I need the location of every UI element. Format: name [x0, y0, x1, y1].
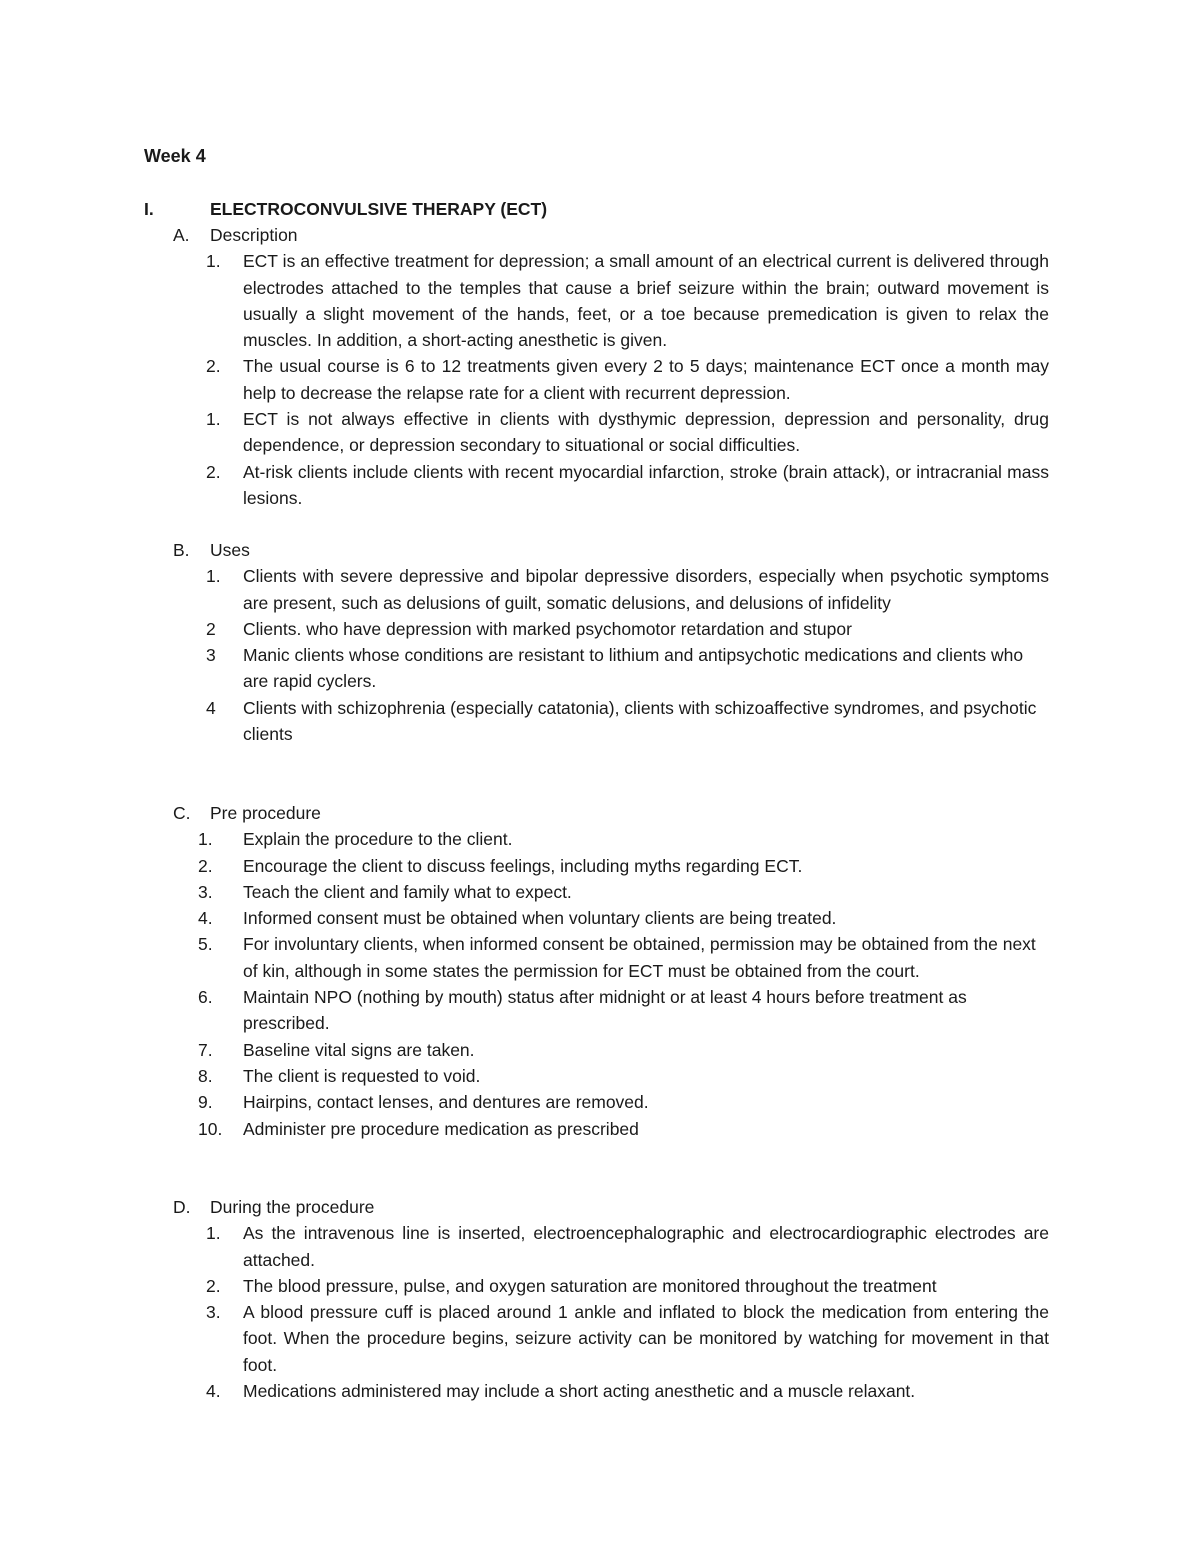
item-text: Clients. who have depression with marked psychomotor retardation and stupor	[243, 618, 852, 639]
subsection-heading	[173, 222, 1073, 248]
subsection-description	[173, 222, 1073, 511]
item-text: The usual course is 6 to 12 treatments given every 2 to 5 days; maintenance ECT once a month may help to decrease the relapse rate for a client with recurrent depression.	[243, 356, 1049, 403]
list-item	[173, 1063, 1049, 1089]
week-label: Week 4	[144, 146, 206, 166]
pre-procedure-list	[173, 826, 1073, 1142]
list-item	[173, 353, 1049, 406]
list-item	[173, 1037, 1049, 1063]
list-item	[173, 406, 1049, 459]
item-number: 2.	[206, 356, 221, 377]
subsection-letter: D.	[173, 1197, 191, 1217]
uses-list	[173, 563, 1073, 747]
item-text: Explain the procedure to the client.	[243, 829, 513, 850]
item-number: 9.	[198, 1092, 213, 1113]
item-text: Informed consent must be obtained when voluntary clients are being treated.	[243, 908, 837, 929]
list-item	[173, 1220, 1049, 1273]
item-number: 8.	[198, 1065, 213, 1086]
item-text: As the intravenous line is inserted, electroencephalographic and electrocardiographic electrodes are attached.	[243, 1223, 1049, 1270]
subsection-pre-procedure	[173, 800, 1073, 1142]
list-item	[173, 459, 1049, 512]
list-item	[173, 1116, 1049, 1142]
item-text: Teach the client and family what to expect.	[243, 881, 572, 902]
item-number: 4.	[206, 1381, 221, 1402]
list-item	[173, 563, 1049, 616]
item-number: 3.	[206, 1302, 221, 1323]
item-number: 4	[206, 697, 216, 718]
list-item	[173, 642, 1049, 695]
item-text: Medications administered may include a short acting anesthetic and a muscle relaxant.	[243, 1381, 916, 1402]
list-item	[173, 248, 1049, 353]
subsection-during-procedure	[173, 1194, 1073, 1404]
section-heading	[144, 196, 1064, 222]
list-item	[173, 905, 1049, 931]
item-number: 3.	[198, 881, 213, 902]
subsection-uses	[173, 537, 1073, 747]
item-text: Administer pre procedure medication as prescribed	[243, 1118, 639, 1139]
subsection-letter: A.	[173, 225, 190, 245]
item-number: 2.	[206, 1275, 221, 1296]
list-item	[173, 1089, 1049, 1115]
item-text: Manic clients whose conditions are resistant to lithium and antipsychotic medications and clients who are rapid cyclers.	[243, 645, 1024, 692]
item-text: Maintain NPO (nothing by mouth) status after midnight or at least 4 hours before treatment as prescribed.	[243, 987, 967, 1034]
item-text: ECT is an effective treatment for depression; a small amount of an electrical current is delivered through electrodes attached to the temples that cause a brief seizure within the brain; outward movement is usually a slight movement of the hands, feet, or a toe because premedication is given to relax the muscles. In addition, a short-acting anesthetic is given.	[243, 251, 1049, 351]
subsection-title: During the procedure	[210, 1197, 375, 1217]
list-item	[173, 695, 1049, 748]
item-text: Clients with severe depressive and bipolar depressive disorders, especially when psychotic symptoms are present, such as delusions of guilt, somatic delusions, and delusions of infidelity	[243, 566, 1049, 613]
subsection-title: Pre procedure	[210, 803, 321, 823]
list-item	[173, 616, 1049, 642]
item-number: 1.	[206, 1223, 221, 1244]
subsection-letter: B.	[173, 540, 190, 560]
item-number: 2	[206, 618, 216, 639]
item-text: Hairpins, contact lenses, and dentures are removed.	[243, 1092, 649, 1113]
item-number: 1.	[206, 409, 221, 430]
list-item	[173, 984, 1049, 1037]
item-text: For involuntary clients, when informed consent be obtained, permission may be obtained from the next of kin, although in some states the permission for ECT must be obtained from the court.	[243, 934, 1036, 981]
list-item	[173, 853, 1049, 879]
item-text: ECT is not always effective in clients with dysthymic depression, depression and personality, drug dependence, or depression secondary to situational or social difficulties.	[243, 409, 1049, 456]
section-numeral: I.	[144, 199, 154, 219]
subsection-heading	[173, 1194, 1073, 1220]
item-text: At-risk clients include clients with recent myocardial infarction, stroke (brain attack), or intracranial mass lesions.	[243, 461, 1049, 508]
item-number: 1.	[198, 829, 213, 850]
item-number: 1.	[206, 251, 221, 272]
list-item	[173, 1273, 1049, 1299]
item-number: 5.	[198, 934, 213, 955]
item-number: 4.	[198, 908, 213, 929]
item-text: Baseline vital signs are taken.	[243, 1039, 475, 1060]
subsection-heading	[173, 537, 1073, 563]
item-text: Clients with schizophrenia (especially catatonia), clients with schizoaffective syndromes, and psychotic clients	[243, 697, 1037, 745]
subsection-title: Description	[210, 225, 298, 245]
item-number: 1.	[206, 566, 221, 587]
item-text: Encourage the client to discuss feelings, including myths regarding ECT.	[243, 855, 803, 876]
list-item	[173, 1299, 1049, 1378]
item-number: 2.	[206, 461, 221, 482]
description-list	[173, 248, 1073, 511]
item-number: 6.	[198, 987, 213, 1008]
list-item	[173, 826, 1049, 852]
item-number: 2.	[198, 855, 213, 876]
list-item	[173, 1378, 1049, 1404]
item-number: 10.	[198, 1118, 223, 1139]
subsection-letter: C.	[173, 803, 191, 823]
subsection-heading	[173, 800, 1073, 826]
item-text: A blood pressure cuff is placed around 1 ankle and inflated to block the medication from entering the foot. When the procedure begins, seizure activity can be monitored by watching for movement in that foot.	[243, 1302, 1049, 1375]
during-procedure-list	[173, 1220, 1073, 1404]
list-item	[173, 931, 1049, 984]
item-number: 3	[206, 645, 216, 666]
item-number: 7.	[198, 1039, 213, 1060]
list-item	[173, 879, 1049, 905]
item-text: The blood pressure, pulse, and oxygen saturation are monitored throughout the treatment	[243, 1275, 937, 1296]
section-title: ELECTROCONVULSIVE THERAPY (ECT)	[210, 199, 548, 219]
subsection-title: Uses	[210, 540, 250, 560]
item-text: The client is requested to void.	[243, 1065, 481, 1086]
